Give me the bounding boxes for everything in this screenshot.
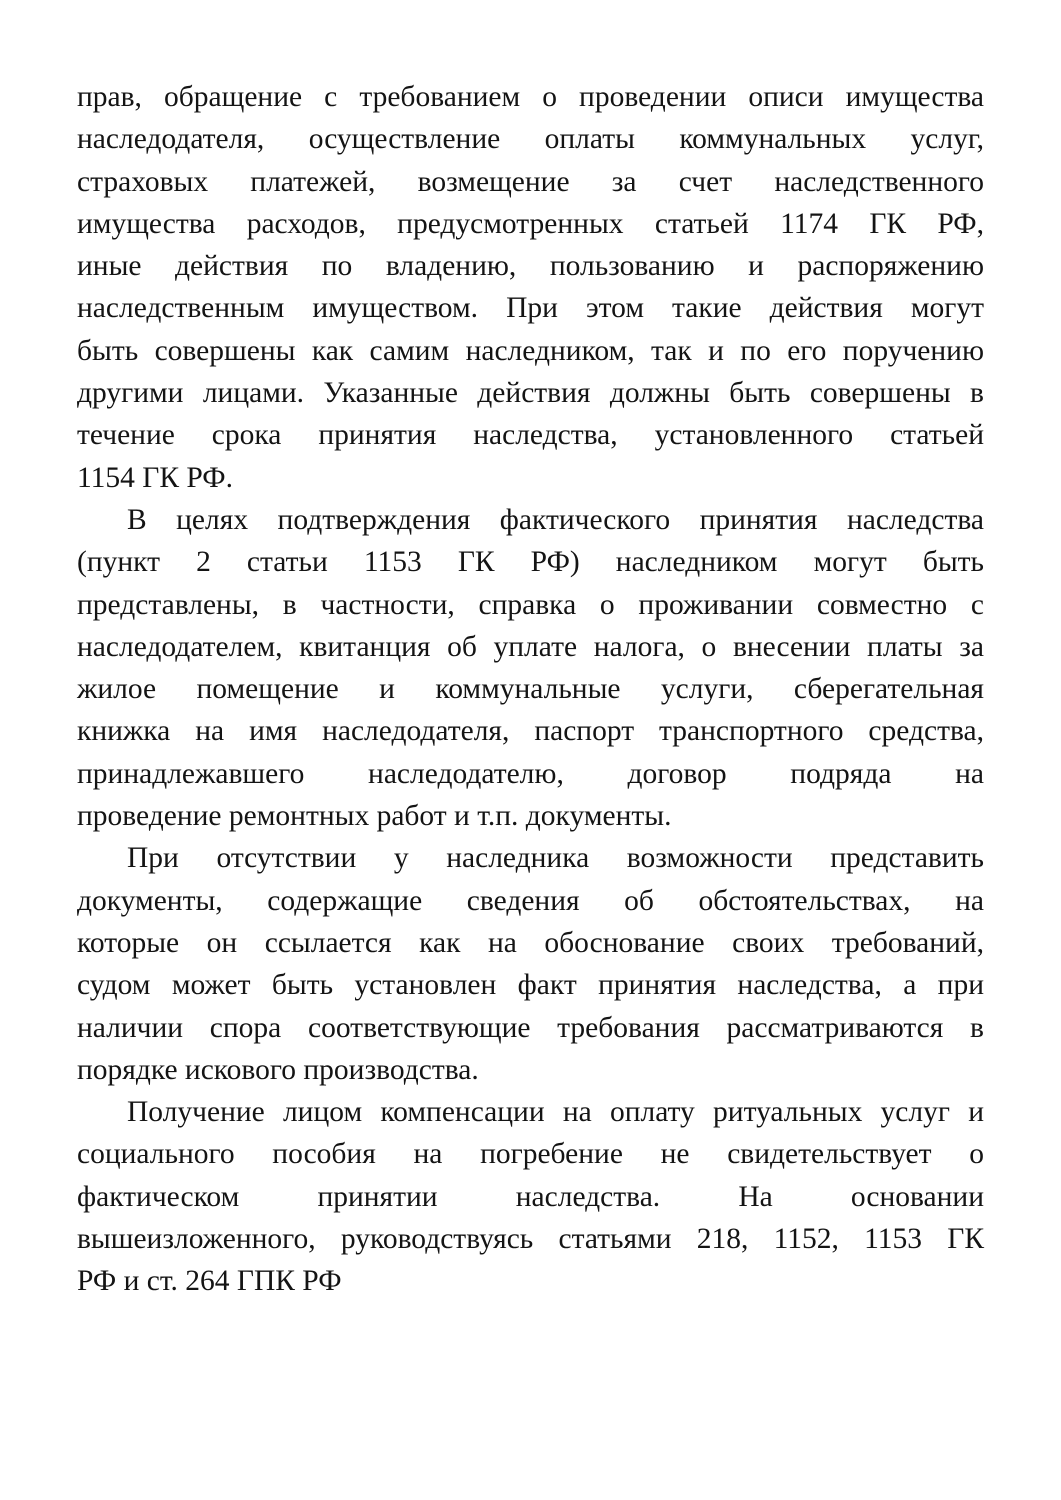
text-line: В целях подтверждения фактического принятия наследства xyxy=(127,503,984,536)
paragraph-3 xyxy=(77,837,984,1091)
paragraph-2 xyxy=(77,499,984,837)
text-line: течение срока принятия наследства, установленного статьей xyxy=(77,419,984,452)
text-line: (пункт 2 статьи 1153 ГК РФ) наследником могут быть xyxy=(77,546,984,579)
text-line: порядке искового производства. xyxy=(77,1053,479,1086)
text-line: наследодателя, осуществление оплаты коммунальных услуг, xyxy=(77,123,984,156)
text-line: имущества расходов, предусмотренных статьей 1174 ГК РФ, xyxy=(77,207,984,240)
text-line: другими лицами. Указанные действия должны быть совершены в xyxy=(77,377,984,410)
text-line: представлены, в частности, справка о проживании совместно с xyxy=(77,588,984,621)
text-line: 1154 ГК РФ. xyxy=(77,461,233,494)
text-line: страховых платежей, возмещение за счет наследственного xyxy=(77,165,984,198)
text-line: наследственным имуществом. При этом такие действия могут xyxy=(77,292,984,325)
text-line: иные действия по владению, пользованию и распоряжению xyxy=(77,250,984,283)
text-line: наследодателем, квитанция об уплате налога, о внесении платы за xyxy=(77,630,984,663)
text-line: книжка на имя наследодателя, паспорт транспортного средства, xyxy=(77,715,984,748)
text-line: быть совершены как самим наследником, так и по его поручению xyxy=(77,334,984,367)
text-line: При отсутствии у наследника возможности представить xyxy=(127,842,984,875)
document-page xyxy=(77,76,984,1303)
text-line: прав, обращение с требованием о проведении описи имущества xyxy=(77,81,984,113)
text-line: социального пособия на погребение не свидетельствует о xyxy=(77,1138,984,1171)
text-line: документы, содержащие сведения об обстоятельствах, на xyxy=(77,884,984,917)
text-line: наличии спора соответствующие требования рассматриваются в xyxy=(77,1011,984,1044)
text-line: жилое помещение и коммунальные услуги, сберегательная xyxy=(77,673,984,706)
text-line: проведение ремонтных работ и т.п. документы. xyxy=(77,800,672,833)
text-line: РФ и ст. 264 ГПК РФ xyxy=(77,1265,342,1298)
paragraph-1 xyxy=(77,76,984,499)
text-line: судом может быть установлен факт принятия наследства, а при xyxy=(77,969,984,1002)
text-line: вышеизложенного, руководствуясь статьями 218, 1152, 1153 ГК xyxy=(77,1223,984,1256)
text-line: принадлежавшего наследодателю, договор подряда на xyxy=(77,757,984,790)
paragraph-4 xyxy=(77,1091,984,1302)
text-line: фактическом принятии наследства. На основании xyxy=(77,1180,984,1213)
text-line: Получение лицом компенсации на оплату ритуальных услуг и xyxy=(127,1096,984,1129)
text-line: которые он ссылается как на обоснование своих требований, xyxy=(77,926,984,959)
